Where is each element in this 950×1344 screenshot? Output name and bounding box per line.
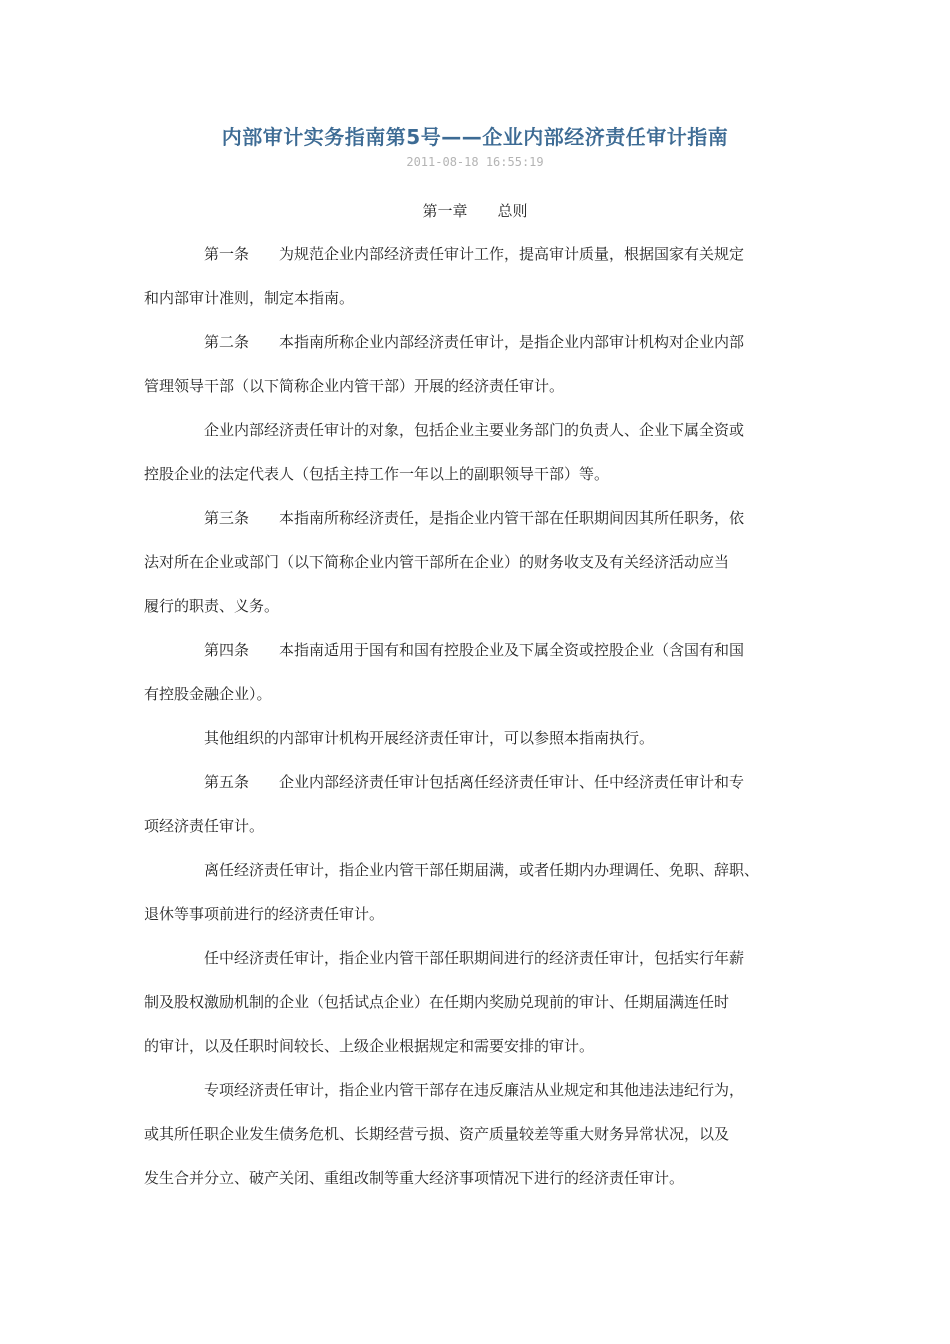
text-line: 项经济责任审计。 xyxy=(144,817,265,835)
text-line: 有控股金融企业）。 xyxy=(144,685,272,703)
chapter-heading: 第一章 总则 xyxy=(422,202,528,220)
text-line: 第二条 本指南所称企业内部经济责任审计，是指企业内部审计机构对企业内部 xyxy=(204,333,745,351)
text-line: 其他组织的内部审计机构开展经济责任审计，可以参照本指南执行。 xyxy=(204,729,655,747)
document-body xyxy=(144,241,824,1209)
text-line: 离任经济责任审计，指企业内管干部任期届满，或者任期内办理调任、免职、辞职、 xyxy=(204,861,760,879)
text-line: 第一条 为规范企业内部经济责任审计工作，提高审计质量，根据国家有关规定 xyxy=(204,245,745,263)
text-line: 和内部审计准则，制定本指南。 xyxy=(144,289,355,307)
text-line: 发生合并分立、破产关闭、重组改制等重大经济事项情况下进行的经济责任审计。 xyxy=(144,1169,685,1187)
text-line: 退休等事项前进行的经济责任审计。 xyxy=(144,905,385,923)
publish-timestamp: 2011-08-18 16:55:19 xyxy=(406,155,544,169)
text-line: 制及股权激励机制的企业（包括试点企业）在任期内奖励兑现前的审计、任期届满连任时 xyxy=(144,993,730,1011)
text-line: 履行的职责、义务。 xyxy=(144,597,280,615)
text-line: 管理领导干部（以下简称企业内管干部）开展的经济责任审计。 xyxy=(144,377,565,395)
document-title: 内部审计实务指南第5号——企业内部经济责任审计指南 xyxy=(221,125,729,149)
text-line: 的审计，以及任职时间较长、上级企业根据规定和需要安排的审计。 xyxy=(144,1037,595,1055)
text-line: 第四条 本指南适用于国有和国有控股企业及下属全资或控股企业（含国有和国 xyxy=(204,641,745,659)
text-line: 专项经济责任审计，指企业内管干部存在违反廉洁从业规定和其他违法违纪行为， xyxy=(204,1081,745,1099)
text-line: 控股企业的法定代表人（包括主持工作一年以上的副职领导干部）等。 xyxy=(144,465,610,483)
text-line: 企业内部经济责任审计的对象，包括企业主要业务部门的负责人、企业下属全资或 xyxy=(204,421,745,439)
text-line: 法对所在企业或部门（以下简称企业内管干部所在企业）的财务收支及有关经济活动应当 xyxy=(144,553,730,571)
text-line: 第三条 本指南所称经济责任，是指企业内管干部在任职期间因其所任职务，依 xyxy=(204,509,745,527)
text-line: 或其所任职企业发生债务危机、长期经营亏损、资产质量较差等重大财务异常状况，以及 xyxy=(144,1125,730,1143)
text-line: 第五条 企业内部经济责任审计包括离任经济责任审计、任中经济责任审计和专 xyxy=(204,773,745,791)
text-line: 任中经济责任审计，指企业内管干部任职期间进行的经济责任审计，包括实行年薪 xyxy=(204,949,745,967)
